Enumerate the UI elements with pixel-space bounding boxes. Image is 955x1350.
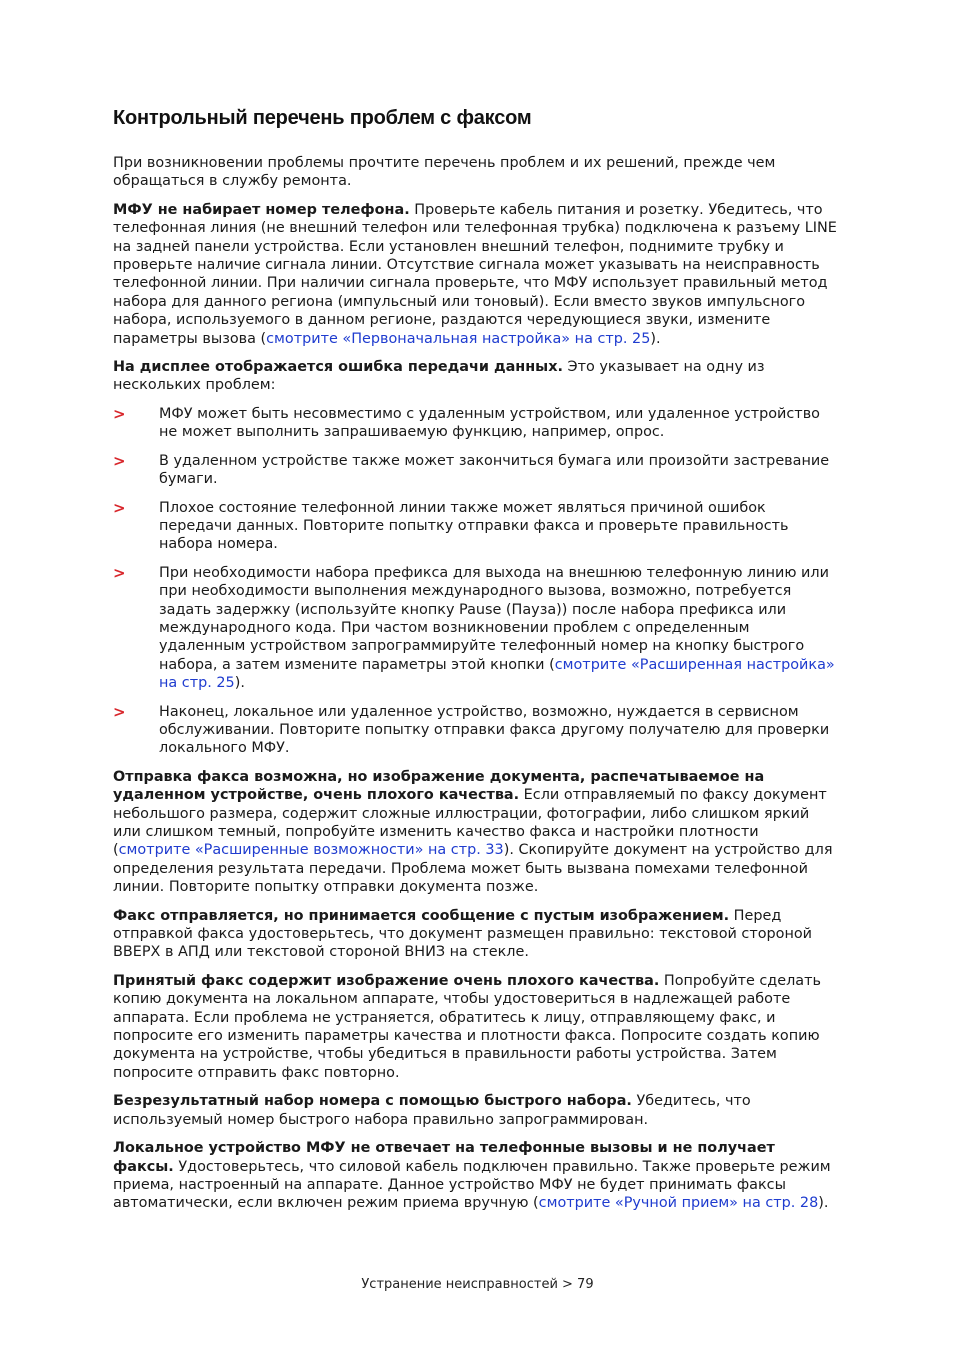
issue-no-answer: Локальное устройство МФУ не отвечает на телефонные вызовы и не получает факсы. Удостоверьтесь, что силовой кабель подключен правильно. Также проверьте режим приема, настроенный на аппарате. Данное устройство МФУ не будет принимать факсы автоматически, если включен режим приема вручную (смотрите «Ручной прием» на стр. 28). — [113, 1140, 831, 1212]
issue-text: Попробуйте сделать копию документа на локальном аппарате, чтобы удостовериться в надлежащей работе аппарата. Если проблема не устраняется, обратитесь к лицу, отправляющему факс, и попросите его изменить параметры качества и плотности факса. Попросите создать копию документа на устройстве, чтобы убедиться в правильности работы устройства. Затем попросите отправить факс повторно. — [113, 972, 821, 1081]
list-item: > В удаленном устройстве также может закончиться бумага или произойти застревание бумаги. — [113, 451, 830, 488]
issue-heading: МФУ не набирает номер телефона. — [113, 201, 410, 218]
issue-poor-remote-quality: Отправка факса возможна, но изображение документа, распечатываемое на удаленном устройстве, очень плохого качества. Если отправляемый по факсу документ небольшого размера, содержит сложные иллюстрации, фотографии, либо слишком яркий или слишком темный, попробуйте изменить качество факса и настройки плотности (смотрите «Расширенные возможности» на стр. 33). Скопируйте документ на устройство для определения результата передачи. Проблема может быть вызвана помехами телефонной линии. Повторите попытку отправки документа позже. — [113, 768, 833, 896]
issue-speed-dial — [113, 1092, 840, 1129]
list-item: > Плохое состояние телефонной линии также может являться причиной ошибок передачи данных. Повторите попытку отправки факса и проверьте правильность набора номера. — [113, 498, 789, 553]
issue-transmission-error — [113, 358, 840, 395]
issue-heading: Локальное устройство МФУ не отвечает на телефонные вызовы и не получает факсы. — [113, 1140, 775, 1175]
cross-reference-link[interactable]: смотрите «Первоначальная настройка» на стр. 25 — [266, 330, 651, 347]
issue-text: Убедитесь, что используемый номер быстрого набора правильно запрограммирован. — [113, 1093, 751, 1128]
issue-text: Это указывает на одну из нескольких проблем: — [113, 359, 765, 394]
page-title: Контрольный перечень проблем с факсом — [113, 107, 532, 129]
issue-text: Проверьте кабель питания и розетку. Убедитесь, что телефонная линия (не внешний телефон или телефонная трубка) подключена к разъему LINE на задней панели устройства. Если установлен внешний телефон, поднимите трубку и проверьте наличие сигнала линии. Отсутствие сигнала может указывать на неисправность телефонной линии. При наличии сигнала проверьте, что МФУ использует правильный метод набора для данного региона (импульсный или тоновый). Если вместо звуков импульсного набора, используемого в данном регионе, раздаются чередующиеся звуки, измените параметры вызова ( — [113, 201, 837, 347]
issue-poor-received-quality — [113, 972, 840, 1082]
issue-heading: Принятый факс содержит изображение очень плохого качества. — [113, 972, 660, 989]
cross-reference-link[interactable]: смотрите «Расширенные возможности» на стр. 33 — [118, 842, 504, 859]
issue-text: Удостоверьтесь, что силовой кабель подключен правильно. Также проверьте режим приема, настроенный на аппарате. Данное устройство МФУ не будет принимать факсы автоматически, если включен режим приема вручную ( — [113, 1158, 831, 1212]
bullet-arrow-icon: > — [113, 563, 126, 582]
issue-no-dial: МФУ не набирает номер телефона. Проверьте кабель питания и розетку. Убедитесь, что телефонная линия (не внешний телефон или телефонная трубка) подключена к разъему LINE на задней панели устройства. Если установлен внешний телефон, поднимите трубку и проверьте наличие сигнала линии. Отсутствие сигнала может указывать на неисправность телефонной линии. При наличии сигнала проверьте, что МФУ использует правильный метод набора для данного региона (импульсный или тоновый). Если вместо звуков импульсного набора, используемого в данном регионе, раздаются чередующиеся звуки, измените параметры вызова (смотрите «Первоначальная настройка» на стр. 25). — [113, 201, 837, 347]
cross-reference-link[interactable]: смотрите «Расширенная настройка» на стр. 25 — [159, 656, 835, 692]
issue-heading: Отправка факса возможна, но изображение документа, распечатываемое на удаленном устройстве, очень плохого качества. — [113, 768, 765, 804]
list-item: > МФУ может быть несовместимо с удаленным устройством, или удаленное устройство не может выполнить запрашиваемую функцию, например, опрос. — [113, 404, 820, 441]
issue-text: Перед отправкой факса удостоверьтесь, что документ размещен правильно: текстовой стороной ВВЕРХ в АПД или текстовой стороной ВНИЗ на стекле. — [113, 907, 813, 961]
intro-paragraph: При возникновении проблемы прочтите перечень проблем и их решений, прежде чем обращаться в службу ремонта. — [113, 155, 776, 190]
list-item: > При необходимости набора префикса для выхода на внешнюю телефонную линию или при необходимости выполнения международного вызова, возможно, потребуется задать задержку (используйте кнопку Pause (Пауза)) после набора префикса или международного кода. При частом возникновении проблем с определенным удаленным устройством запрограммируйте телефонный номер на кнопку быстрого набора, а затем измените параметры этой кнопки (смотрите «Расширенная настройка» на стр. 25). — [113, 563, 835, 692]
bullet-arrow-icon: > — [113, 702, 126, 721]
bullet-arrow-icon: > — [113, 404, 126, 423]
issue-heading: На дисплее отображается ошибка передачи данных. — [113, 359, 563, 376]
document-page — [113, 107, 840, 1223]
issue-text: Если отправляемый по факсу документ небольшого размера, содержит сложные иллюстрации, фотографии, либо слишком яркий или слишком темный, попробуйте изменить качество факса и настройки плотности ( — [113, 787, 827, 859]
problem-list — [113, 405, 840, 758]
page-footer: Устранение неисправностей > 79 — [361, 1277, 594, 1292]
issue-heading: Факс отправляется, но принимается сообщение с пустым изображением. — [113, 907, 730, 924]
list-item: > Наконец, локальное или удаленное устройство, возможно, нуждается в сервисном обслуживании. Повторите попытку отправки факса другому получателю для проверки локального МФУ. — [113, 702, 830, 757]
bullet-arrow-icon: > — [113, 498, 126, 517]
cross-reference-link[interactable]: смотрите «Ручной прием» на стр. 28 — [538, 1195, 819, 1212]
issue-blank-fax — [113, 907, 840, 962]
bullet-arrow-icon: > — [113, 451, 126, 470]
issue-heading: Безрезультатный набор номера с помощью быстрого набора. — [113, 1093, 632, 1110]
